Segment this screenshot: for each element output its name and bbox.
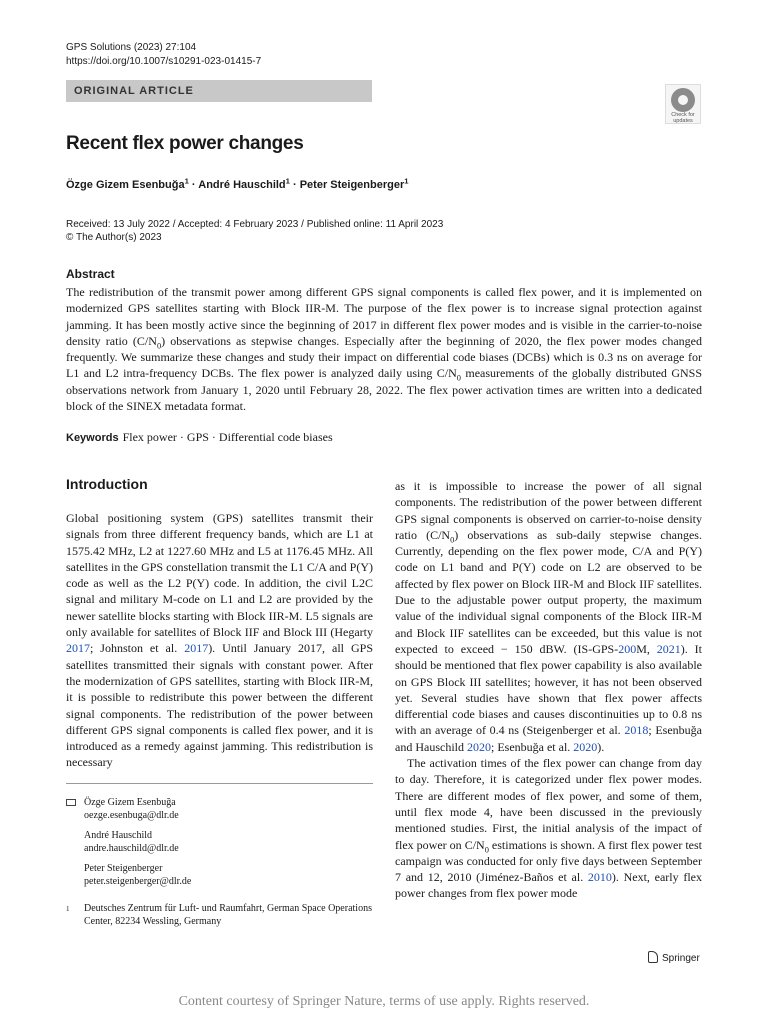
- publication-dates: [66, 218, 443, 244]
- envelope-icon: [66, 799, 76, 806]
- body-text: The activation times of the flex power can change from day to day. Therefore, it is categorized under flex power modes. There are different modes of flex power, and some of them, until flex mode 4, have been discussed in the previously mentioned studies. First, the initial analysis of the impact of flex power on C/N: [395, 756, 702, 852]
- citation-link[interactable]: 2017: [184, 641, 209, 656]
- body-text: ; Esenbuğa and Hauschild: [395, 723, 702, 754]
- section-heading-introduction: Introduction: [66, 476, 148, 492]
- springer-horse-icon: [648, 951, 658, 963]
- citation-link[interactable]: 2018: [624, 723, 649, 738]
- paragraph: [395, 755, 702, 902]
- doi-link[interactable]: https://doi.org/10.1007/s10291-023-01415-7: [66, 56, 262, 67]
- citation-link[interactable]: 200: [618, 641, 637, 656]
- body-text: ) observations as sub-daily stepwise changes. Currently, depending on the flex power mode, C/A and P(Y) code on L1 band and P(Y) code on L2 are observed to be affected by flex power on Block IIR-M and Block IIF satellites. Due to the adjustable power output property, the maximum value of the individual signal components of the Block IIR-M and Block IIF satellites can be exceeded, but this value is not expected to exceed − 150 dBW. (IS-GPS-: [395, 527, 702, 656]
- journal-header: [66, 41, 261, 69]
- contact-email[interactable]: peter.steigenberger@dlr.de: [84, 875, 192, 887]
- affiliation-text: Deutsches Zentrum für Luft- und Raumfahrt, German Space Operations Center, 82234 Wessling, Germany: [84, 903, 372, 927]
- abstract-text: The redistribution of the transmit power among different GPS signal components is called flex power, and it is implemented on modernized GPS satellites starting with Block IIR-M. The purpose of the flex power is to increase signal protection against jamming. It has been mostly active since the beginning of 2017 in different flex power modes and is visible in the carrier-to-noise density ratio (C/N: [66, 285, 702, 348]
- history-dates: Received: 13 July 2022 / Accepted: 4 February 2023 / Published online: 11 April 2023: [66, 219, 444, 230]
- publisher-logo: [648, 951, 700, 964]
- paragraph: [395, 478, 702, 755]
- abstract-text: measurements of the globally distributed GNSS observations network from January 1, 2020 until February 28, 2022. The flex power activation times are written into a dedicated block of the SINEX metadata format.: [66, 366, 703, 414]
- body-text: estimations is shown. A first flex power test campaign was conducted for only five days between September 7 and 12, 2010 (Jiménez-Baños et al.: [395, 837, 702, 885]
- keywords-label: Keywords: [66, 432, 119, 444]
- body-text: ; Johnston et al.: [90, 641, 185, 656]
- body-text: M,: [636, 641, 657, 656]
- check-updates-icon: [671, 88, 695, 112]
- body-text: as it is impossible to increase the power of all signal components. The redistribution of the power between different GPS signal components is observed on carrier-to-noise density ratio (C/N: [395, 479, 702, 542]
- publisher-name: Springer: [662, 953, 700, 964]
- article-type-banner: ORIGINAL ARTICLE: [66, 80, 372, 102]
- citation-link[interactable]: 2020: [573, 739, 598, 754]
- body-text: ). It should be mentioned that flex power capability is also available on GPS Block III satellites; however, it has not been observed yet. Several studies have shown that flex power affects differential code biases and causes discontinuities up to 0.8 ns with an average of 0.4 ns (Steigenberger et al.: [395, 641, 703, 738]
- author-name[interactable]: Peter Steigenberger: [299, 179, 405, 191]
- abstract-heading: Abstract: [66, 267, 115, 281]
- keywords-line: [66, 430, 333, 445]
- contact-name: Peter Steigenberger: [84, 863, 163, 874]
- contact-email[interactable]: oezge.esenbuga@dlr.de: [84, 809, 179, 821]
- body-text: ). Until January 2017, all GPS satellites transmitted their signals with constant power. After the modernization of GPS satellites, starting with Block IIR-M, it is possible to redistribute this power between the different signal components. The redistribution of the power between different GPS signal components is called flex power, and it is introduced as a remedy against jamming. This redistribution is necessary: [66, 641, 373, 770]
- author-separator: ·: [188, 179, 199, 191]
- correspondence-block: [66, 797, 373, 896]
- content-courtesy-footer: Content courtesy of Springer Nature, terms of use apply. Rights reserved.: [178, 994, 590, 1009]
- check-updates-label-1: Check for: [671, 112, 695, 118]
- contact-name: André Hauschild: [84, 830, 153, 841]
- body-text: ). Next, early flex power changes from flex power mode: [395, 870, 702, 901]
- abstract-text: ) observations as stepwise changes. Especially after the beginning of 2020, the flex power modes changed frequently. We summarize these changes and study their impact on differential code biases (DCBs) which is 0.3 ns on average for L1 and L2 intra-frequency DCBs. The flex power is analyzed daily using C/N: [66, 333, 702, 381]
- author-separator: ·: [289, 179, 300, 191]
- check-updates-label-2: updates: [673, 118, 693, 124]
- subscript: 0: [450, 535, 455, 545]
- citation-link[interactable]: 2010: [587, 870, 612, 885]
- right-column-text: [395, 478, 702, 902]
- subscript: 0: [156, 341, 162, 351]
- subscript: 0: [456, 373, 461, 383]
- author-name[interactable]: André Hauschild: [198, 179, 286, 191]
- affiliation-number: 1: [66, 905, 70, 913]
- contact-email[interactable]: andre.hauschild@dlr.de: [84, 842, 179, 854]
- correspondence-entry: [84, 830, 373, 855]
- author-affiliation-mark: 1: [184, 176, 189, 186]
- affiliation-block: [66, 903, 373, 928]
- keywords-text: Flex power · GPS · Differential code biases: [122, 430, 333, 444]
- footnote-divider: [66, 783, 373, 784]
- contact-name: Özge Gizem Esenbuğa: [84, 797, 176, 808]
- author-list: [66, 176, 409, 191]
- left-column-text: [66, 510, 373, 771]
- citation-link[interactable]: 2021: [656, 641, 681, 656]
- body-text: Global positioning system (GPS) satellites transmit their signals from three different frequency bands, which are L1 at 1575.42 MHz, L2 at 1227.60 MHz and L5 at 1176.45 MHz. All satellites in the GPS constellation transmit the L1 C/A and P(Y) code as well as the L2 P(Y) code. In addition, the civil L2C signal and military M-code on L1 and L2 are provided by the newer satellite blocks starting with Block IIR-M. L5 signals are only available for satellites of Block IIF and Block III (Hegarty: [66, 511, 373, 640]
- author-name[interactable]: Özge Gizem Esenbuğa: [66, 179, 185, 191]
- abstract-body: [66, 284, 702, 414]
- body-text: ).: [597, 739, 605, 754]
- author-affiliation-mark: 1: [285, 176, 290, 186]
- copyright-line: © The Author(s) 2023: [66, 232, 162, 243]
- article-title: Recent flex power changes: [66, 133, 304, 154]
- subscript: 0: [484, 844, 489, 854]
- correspondence-entry: [84, 797, 373, 822]
- correspondence-entry: [84, 863, 373, 888]
- citation-link[interactable]: 2020: [466, 739, 491, 754]
- body-text: ; Esenbuğa et al.: [490, 739, 574, 754]
- citation-link[interactable]: 2017: [66, 641, 90, 656]
- author-affiliation-mark: 1: [404, 176, 409, 186]
- check-for-updates-badge[interactable]: [665, 84, 701, 124]
- journal-citation: GPS Solutions (2023) 27:104: [66, 42, 197, 53]
